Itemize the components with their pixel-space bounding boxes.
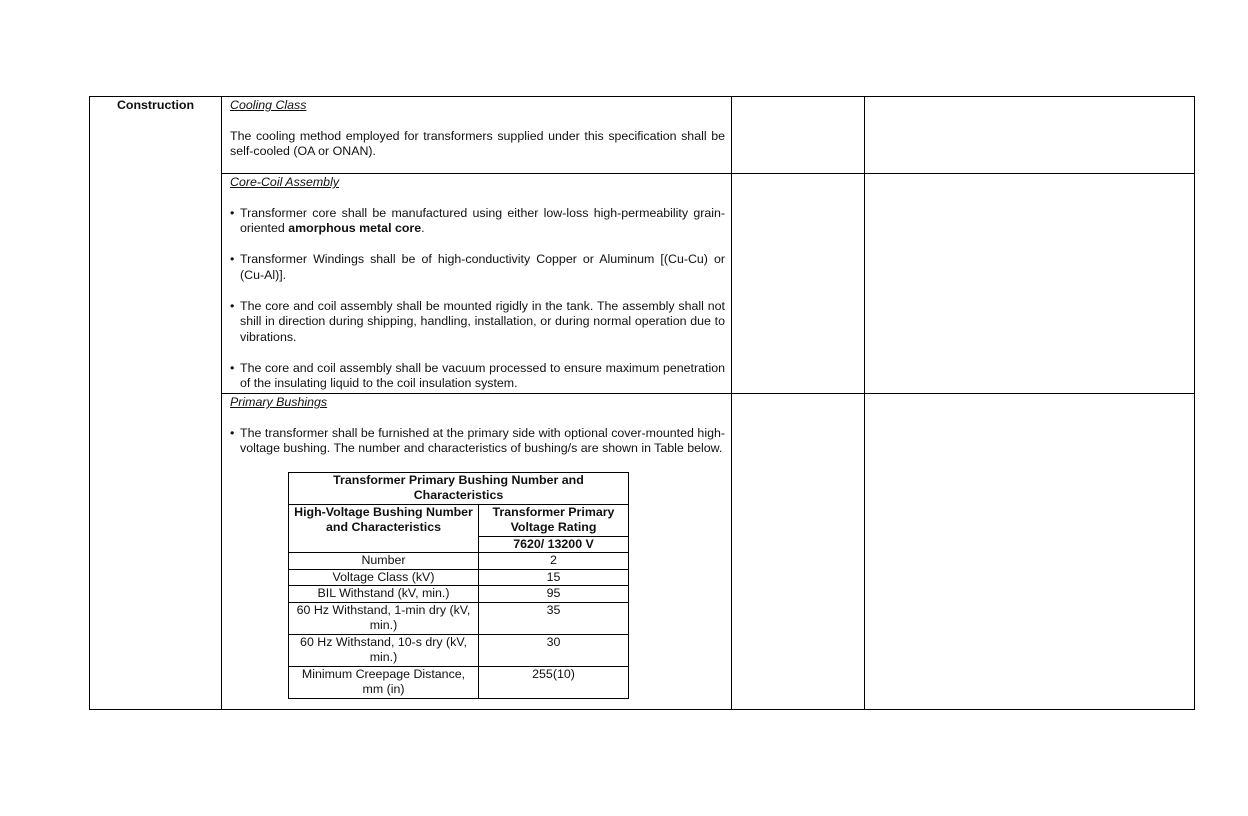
row-label: Construction (116, 98, 195, 112)
primary-bushings-title: Primary Bushings (230, 395, 328, 409)
blank-cell (732, 174, 865, 394)
core-coil-cell (222, 174, 732, 394)
core-coil-bullet-list (230, 206, 725, 392)
construction-label-cell (90, 97, 222, 710)
list-item: • The transformer shall be furnished at the primary side with optional cover-mounted high-voltage bushing. The number and characteristics of bushing/s are shown in Table below. (230, 426, 725, 457)
blank-cell (865, 174, 1195, 394)
row-label: Minimum Creepage Distance, mm (in) (289, 666, 479, 698)
table-row (289, 602, 629, 634)
bushing-table-col2-header: Transformer Primary Voltage Rating (479, 504, 629, 536)
table-row (289, 634, 629, 666)
row-value: 35 (479, 602, 629, 634)
cooling-class-cell (222, 97, 732, 174)
table-row (289, 553, 629, 570)
list-item: • Transformer core shall be manufactured using either low-loss high-permeability grain-oriented amorphous metal core. (230, 206, 725, 237)
row-label: Number (289, 553, 479, 570)
blank-cell (732, 394, 865, 710)
list-item: • Transformer Windings shall be of high-conductivity Copper or Aluminum [(Cu-Cu) or (Cu-Al)]. (230, 252, 725, 283)
list-item: • The core and coil assembly shall be vacuum processed to ensure maximum penetration of the insulating liquid to the coil insulation system. (230, 361, 725, 392)
bushing-characteristics-table (288, 472, 629, 699)
cooling-class-text: The cooling method employed for transformers supplied under this specification shall be self-cooled (OA or ONAN). (230, 128, 725, 158)
row-value: 30 (479, 634, 629, 666)
cooling-class-title: Cooling Class (230, 98, 307, 112)
blank-cell (865, 394, 1195, 710)
bushing-table-col1-header: High-Voltage Bushing Number and Characteristics (289, 504, 479, 553)
blank-cell (732, 97, 865, 174)
table-row (289, 569, 629, 586)
row-label: Voltage Class (kV) (289, 569, 479, 586)
row-value: 15 (479, 569, 629, 586)
table-row (289, 666, 629, 698)
primary-bushings-bullet-list (230, 426, 725, 457)
row-label: 60 Hz Withstand, 10-s dry (kV, min.) (289, 634, 479, 666)
row-label: BIL Withstand (kV, min.) (289, 586, 479, 603)
primary-bushings-cell (222, 394, 732, 710)
specification-table (89, 96, 1195, 710)
bushing-table-caption: Transformer Primary Bushing Number and Characteristics (289, 472, 629, 504)
bushing-table-voltage-rating: 7620/ 13200 V (479, 536, 629, 553)
core-coil-title: Core-Coil Assembly (230, 175, 340, 189)
table-row (289, 586, 629, 603)
amorphous-core-emphasis: amorphous metal core (288, 221, 422, 235)
row-value: 255(10) (479, 666, 629, 698)
row-value: 95 (479, 586, 629, 603)
row-label: 60 Hz Withstand, 1-min dry (kV, min.) (289, 602, 479, 634)
row-value: 2 (479, 553, 629, 570)
list-item: • The core and coil assembly shall be mounted rigidly in the tank. The assembly shall not shill in direction during shipping, handling, installation, or during normal operation due to vibrations. (230, 299, 725, 346)
blank-cell (865, 97, 1195, 174)
